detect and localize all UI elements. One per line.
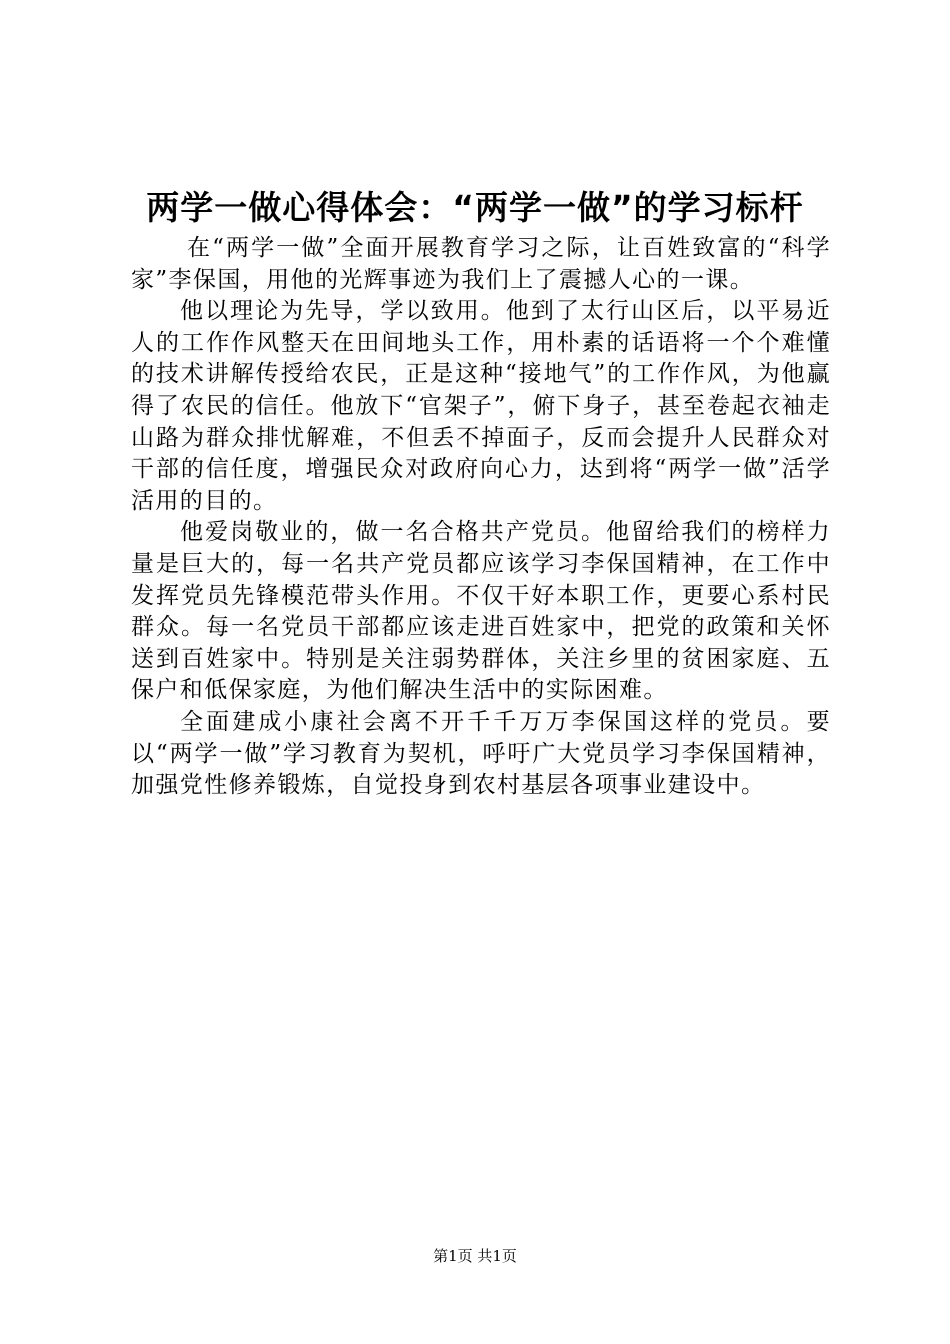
document-body [131,233,831,802]
document-title: 两学一做心得体会：“两学一做”的学习标杆 [146,188,804,227]
paragraph-4: 全面建成小康社会离不开千千万万李保国这样的党员。要以“两学一做”学习教育为契机，呼吁广大党员学习李保国精神，加强党性修养锻炼，自觉投身到农村基层各项事业建设中。 [131,708,831,799]
paragraph-3: 他爱岗敬业的，做一名合格共产党员。他留给我们的榜样力量是巨大的，每一名共产党员都应该学习李保国精神，在工作中发挥党员先锋模范带头作用。不仅干好本职工作，更要心系村民群众。每一名党员干部都应该走进百姓家中，把党的政策和关怀送到百姓家中。特别是关注弱势群体，关注乡里的贫困家庭、五保户和低保家庭，为他们解决生活中的实际困难。 [131,519,831,704]
paragraph-1: 在“两学一做”全面开展教育学习之际，让百姓致富的“科学家”李保国，用他的光辉事迹为我们上了震撼人心的一课。 [131,235,831,293]
paragraph-2: 他以理论为先导，学以致用。他到了太行山区后，以平易近人的工作作风整天在田间地头工作，用朴素的话语将一个个难懂的技术讲解传授给农民，正是这种“接地气”的工作作风，为他赢得了农民的信任。他放下“官架子”，俯下身子，甚至卷起衣袖走山路为群众排忧解难，不但丢不掉面子，反而会提升人民群众对干部的信任度，增强民众对政府向心力，达到将“两学一做”活学活用的目的。 [131,298,831,514]
page-footer: 第1页 共1页 [433,1247,517,1265]
